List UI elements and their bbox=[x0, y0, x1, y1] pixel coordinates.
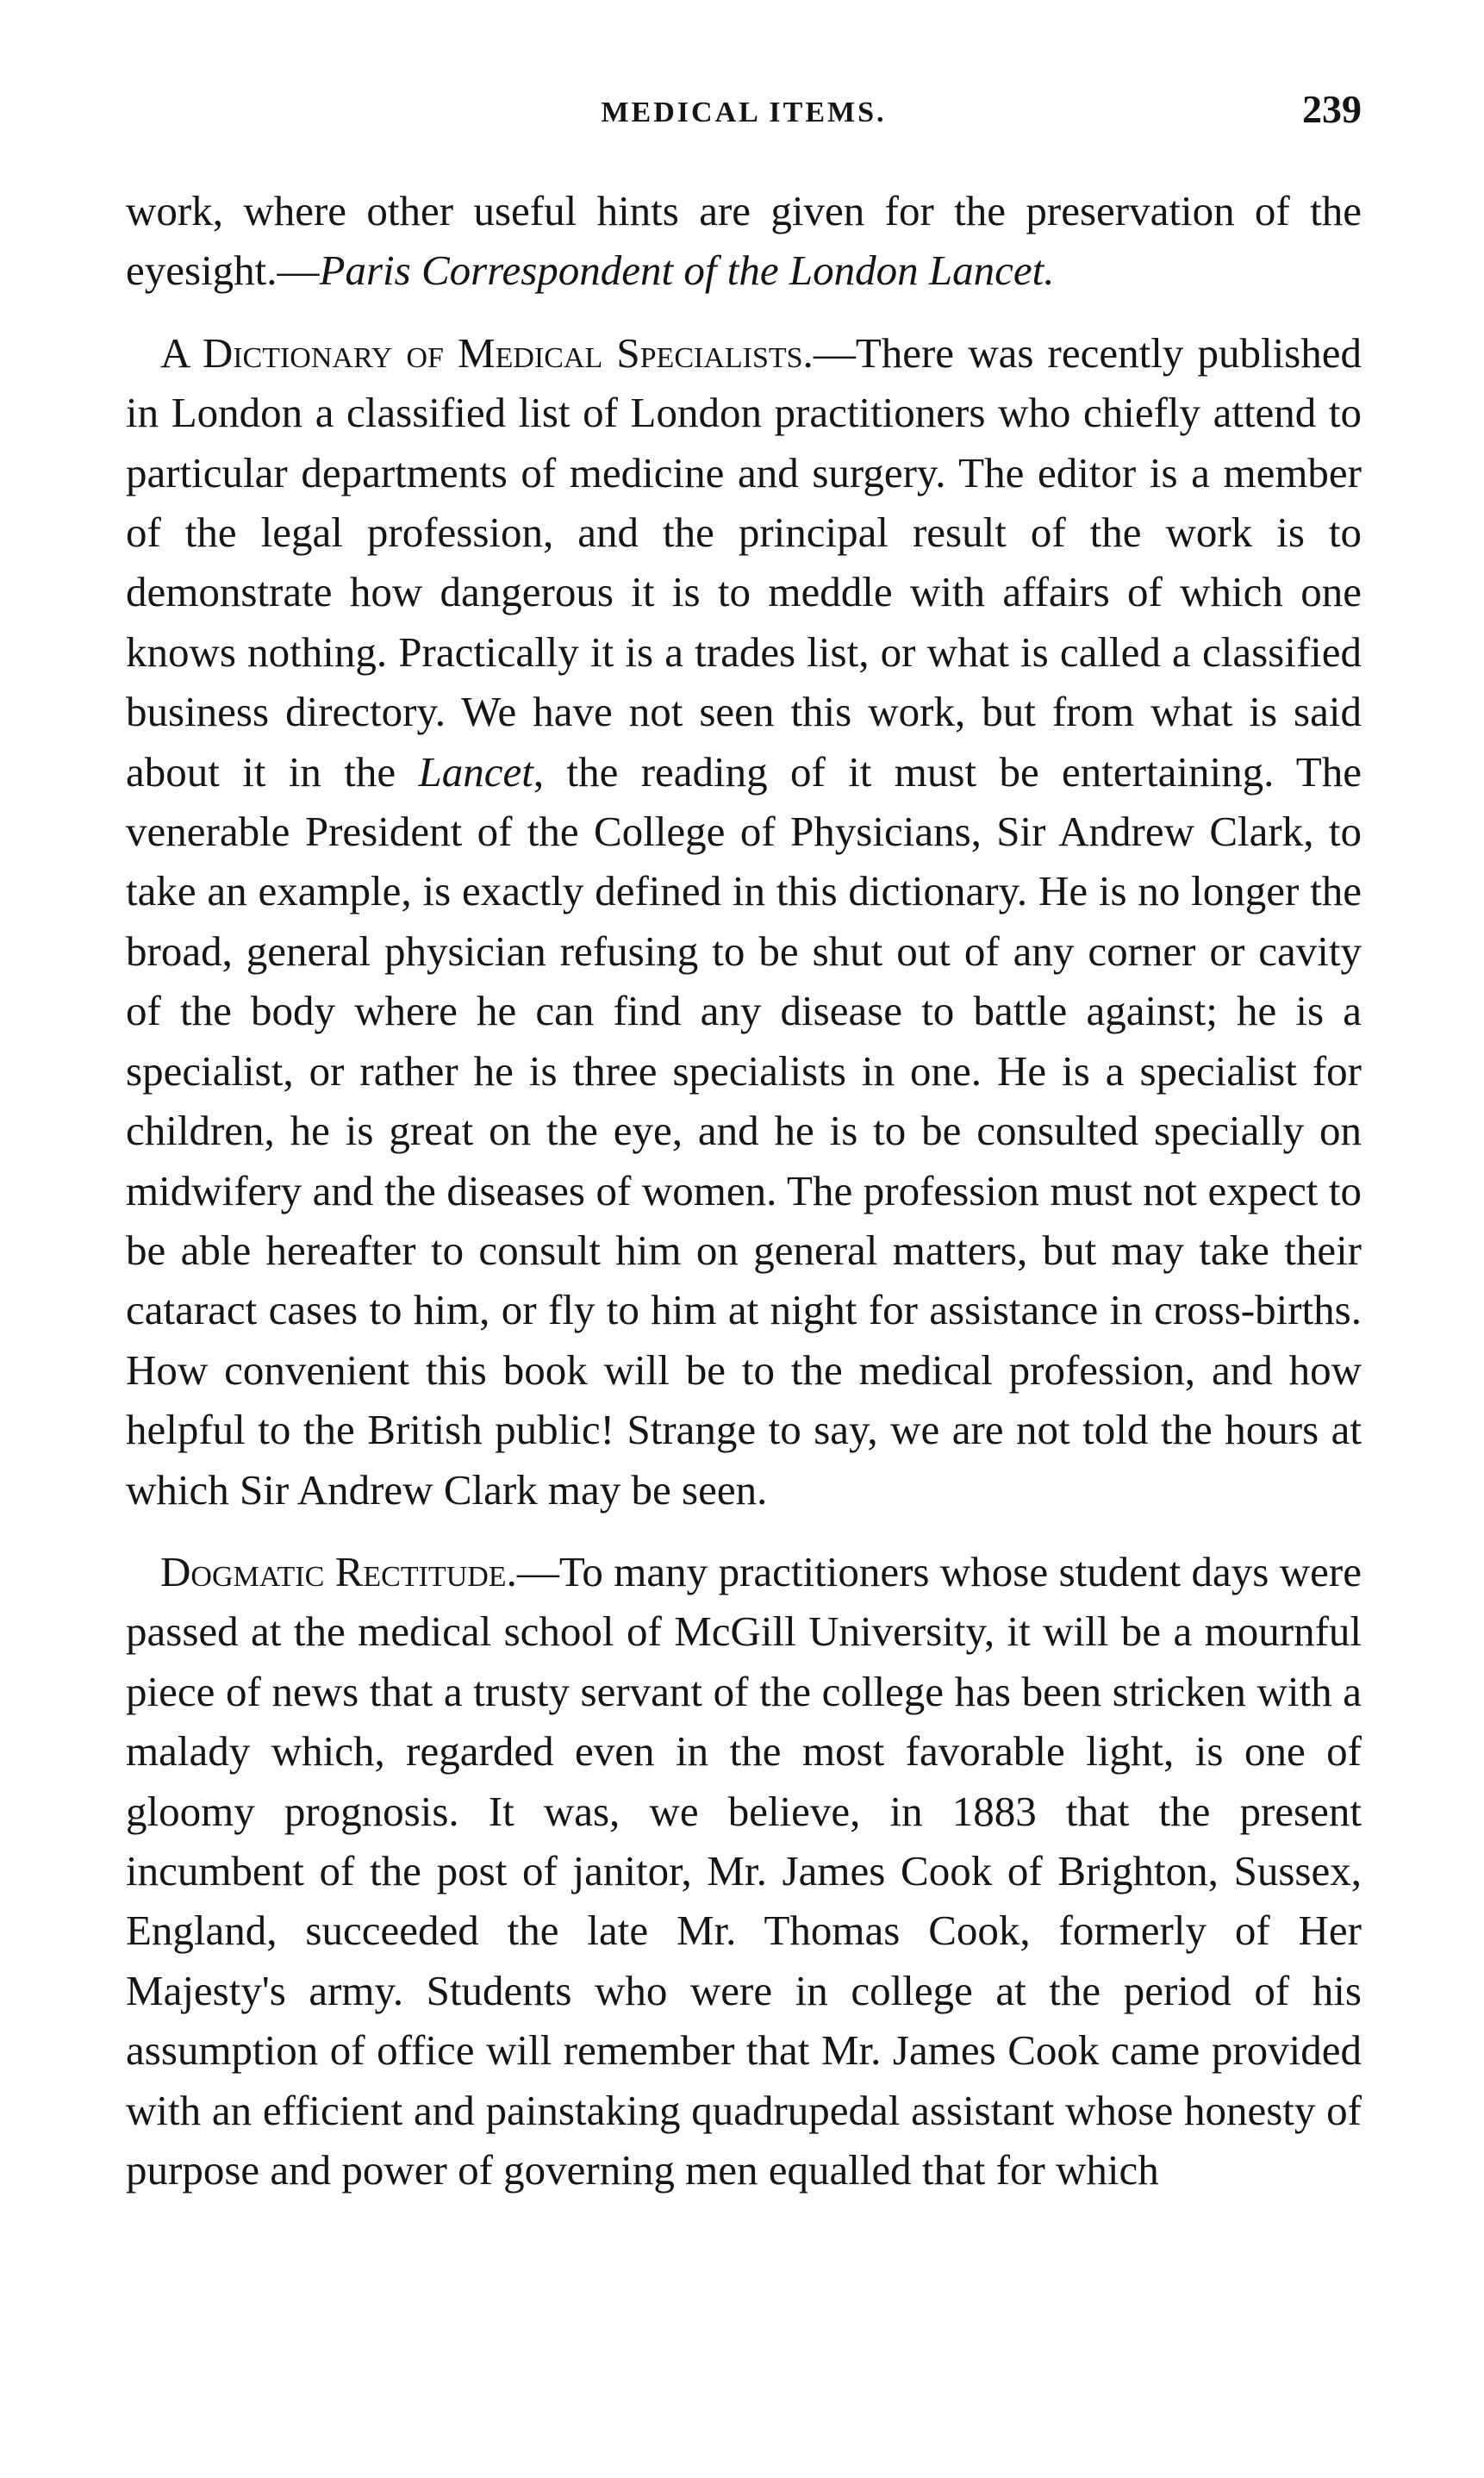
paragraph-dogmatic-rectitude bbox=[126, 1542, 1362, 2200]
publication-name: Lancet bbox=[418, 747, 533, 796]
paragraph-text: —There was recently published in London a classified list of London practitioners who chiefly attend to particular departments of medicine and surgery. The editor is a member of the legal profession, and the principal result of the work is to demonstrate how dangerous it is to meddle with affairs of which one knows nothing. Practically it is a trades list, or what is called a classified business directory. We have not seen this work, but from what is said about it in the bbox=[126, 328, 1362, 796]
page-header bbox=[126, 86, 1362, 155]
paragraph-text: , the reading of it must be entertaining. The venerable President of the College of Physicians, Sir Andrew Clark, to take an example, is exactly defined in this dictionary. He is no longer the broad, general physician refusing to be shut out of any corner or cavity of the body where he can find any disease to battle against; he is a specialist, or rather he is three specialists in one. He is a specialist for children, he is great on the eye, and he is to be consulted specially on midwifery and the diseases of women. The profession must not expect to be able hereafter to consult him on general matters, but may take their cataract cases to him, or fly to him at night for assistance in cross-births. How convenient this book will be to the medical profession, and how helpful to the British public! Strange to say, we are not told the hours at which Sir Andrew Clark may be seen. bbox=[126, 747, 1362, 1514]
paragraph-text: work, where other useful hints are given for the preservation of the eyesight.— bbox=[126, 187, 1362, 295]
paragraph-medical-specialists bbox=[126, 323, 1362, 1520]
paragraph-text: —To many practitioners whose student days were passed at the medical school of McGill University, it will be a mournful piece of news that a trusty servant of the college has been stricken with a malady which, regarded even in the most favorable light, is one of gloomy prognosis. It was, we believe, in 1883 that the present incumbent of the post of janitor, Mr. James Cook of Brighton, Sussex, England, succeeded the late Mr. Thomas Cook, formerly of Her Majesty's army. Students who were in college at the period of his assumption of office will remember that Mr. James Cook came provided with an efficient and painstaking quadrupedal assistant whose honesty of purpose and power of governing men equalled that for which bbox=[126, 1547, 1362, 2194]
section-title: Dogmatic Rectitude. bbox=[160, 1547, 517, 1595]
running-head: MEDICAL ITEMS. bbox=[601, 97, 887, 128]
page-number: 239 bbox=[1302, 87, 1362, 131]
body-text bbox=[126, 181, 1362, 2200]
paragraph-continuation bbox=[126, 181, 1362, 301]
section-title: A Dictionary of Medical Specialists. bbox=[160, 328, 814, 377]
citation: Paris Correspondent of the London Lancet. bbox=[319, 247, 1055, 295]
